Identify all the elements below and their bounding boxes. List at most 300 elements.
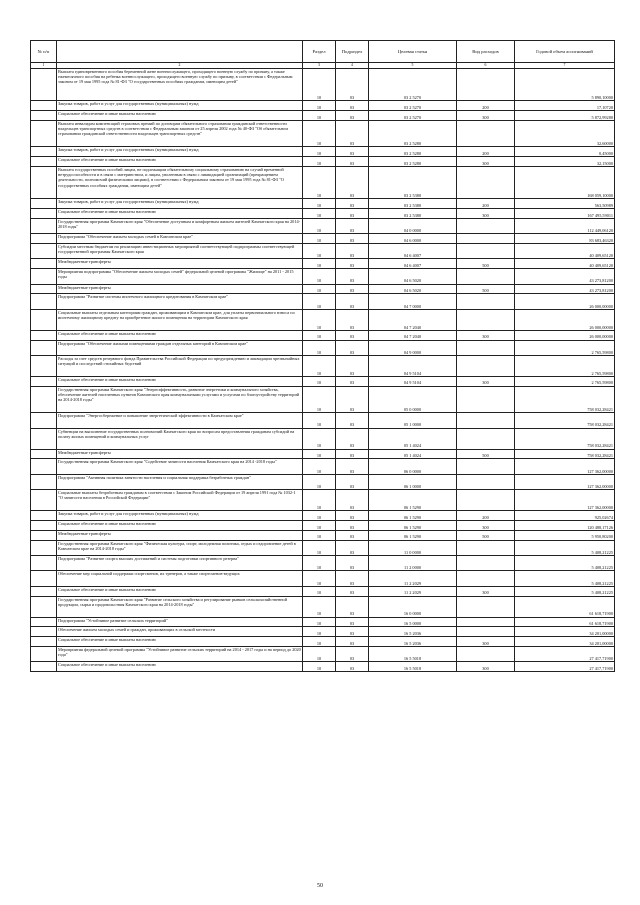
- row-amount-cell: 43 273,81200: [515, 284, 615, 294]
- row-name-cell: Обеспечение жильем молодых семей и граждан, проживающих в сельской местности: [57, 627, 303, 637]
- row-amount-cell: 26 000,00000: [515, 309, 615, 330]
- row-name-cell: Социальное обеспечение и иные выплаты населению: [57, 662, 303, 672]
- row-number-cell: [31, 120, 57, 147]
- row-name-cell: Государственная программа Камчатского края "Обеспечение доступным и комфортным жильем жителей Камчатского края на 2014-2018 годы": [57, 218, 303, 233]
- row-section-cell: 10: [303, 428, 336, 449]
- row-section-cell: 10: [303, 647, 336, 662]
- row-section-cell: 10: [303, 556, 336, 571]
- column-number: 7: [515, 63, 615, 69]
- row-target-cell: 03 2 5380: [369, 166, 457, 198]
- row-subsection-cell: 03: [336, 428, 369, 449]
- budget-table: [30, 40, 615, 672]
- row-name-cell: Социальные выплаты отдельным категориям граждан, проживающим в Камчатском крае, для уплаты первоначального взноса по ипотечному жилищному кредиту на приобретение жилого помещения на территории Камчатского края: [57, 309, 303, 330]
- row-target-cell: 16 0 0000: [369, 596, 457, 617]
- row-subsection-cell: 03: [336, 101, 369, 111]
- table-row: [31, 459, 615, 474]
- row-type-cell: 300: [457, 521, 515, 531]
- row-target-cell: 06 1 5290: [369, 490, 457, 511]
- row-subsection-cell: 03: [336, 474, 369, 489]
- row-type-cell: 200: [457, 511, 515, 521]
- column-number: 6: [457, 63, 515, 69]
- row-subsection-cell: 03: [336, 166, 369, 198]
- row-amount-cell: 127 362,00000: [515, 474, 615, 489]
- table-row: [31, 110, 615, 120]
- row-number-cell: [31, 413, 57, 428]
- table-row: [31, 596, 615, 617]
- row-number-cell: [31, 459, 57, 474]
- row-number-cell: [31, 647, 57, 662]
- row-subsection-cell: 03: [336, 355, 369, 376]
- row-type-cell: 300: [457, 637, 515, 647]
- row-target-cell: 16 5 0000: [369, 617, 457, 627]
- row-subsection-cell: 03: [336, 596, 369, 617]
- row-section-cell: 10: [303, 459, 336, 474]
- row-number-cell: [31, 386, 57, 413]
- row-section-cell: 10: [303, 199, 336, 209]
- row-amount-cell: 2 765,59800: [515, 376, 615, 386]
- row-amount-cell: 34 201,00000: [515, 637, 615, 647]
- row-name-cell: Государственная программа Камчатского края "Энергоэффективность, развитие энергетики и коммунального хозяйства, обеспечение жителей населенных пунктов Камчатского края коммунальными услугами и услугами по благоустройству территорий на 2014-2018 годы": [57, 386, 303, 413]
- row-amount-cell: 563,50989: [515, 199, 615, 209]
- row-subsection-cell: 03: [336, 294, 369, 309]
- row-subsection-cell: 03: [336, 662, 369, 672]
- row-type-cell: [457, 243, 515, 258]
- row-subsection-cell: 03: [336, 540, 369, 555]
- row-number-cell: [31, 627, 57, 637]
- row-target-cell: 11 2 0000: [369, 556, 457, 571]
- row-amount-cell: 32,60000: [515, 120, 615, 147]
- row-name-cell: Социальное обеспечение и иные выплаты населению: [57, 586, 303, 596]
- table-row: [31, 208, 615, 218]
- row-type-cell: [457, 386, 515, 413]
- table-row: [31, 428, 615, 449]
- row-section-cell: 10: [303, 166, 336, 198]
- table-row: [31, 157, 615, 167]
- table-row: [31, 243, 615, 258]
- row-target-cell: 04 9 5104: [369, 376, 457, 386]
- row-target-cell: 06 1 5290: [369, 530, 457, 540]
- row-section-cell: 10: [303, 530, 336, 540]
- row-amount-cell: 61 618,71900: [515, 596, 615, 617]
- column-number: 2: [57, 63, 303, 69]
- row-target-cell: 11 2 2029: [369, 586, 457, 596]
- row-name-cell: Закупка товаров, работ и услуг для государственных (муниципальных) нужд: [57, 511, 303, 521]
- row-name-cell: Межбюджетные трансферты: [57, 284, 303, 294]
- row-type-cell: [457, 166, 515, 198]
- row-target-cell: 05 0 0000: [369, 386, 457, 413]
- row-target-cell: 05 1 0000: [369, 413, 457, 428]
- row-amount-cell: 27 417,71900: [515, 647, 615, 662]
- row-target-cell: 03 2 5270: [369, 110, 457, 120]
- table-row: [31, 474, 615, 489]
- row-subsection-cell: 03: [336, 490, 369, 511]
- table-row: [31, 284, 615, 294]
- row-section-cell: 10: [303, 340, 336, 355]
- row-type-cell: [457, 309, 515, 330]
- row-subsection-cell: 03: [336, 157, 369, 167]
- row-type-cell: [457, 556, 515, 571]
- table-row: [31, 530, 615, 540]
- row-subsection-cell: 03: [336, 218, 369, 233]
- row-type-cell: [457, 617, 515, 627]
- row-type-cell: [457, 340, 515, 355]
- row-section-cell: 10: [303, 413, 336, 428]
- row-target-cell: 04 6 4007: [369, 259, 457, 269]
- row-type-cell: 200: [457, 199, 515, 209]
- row-name-cell: Социальное обеспечение и иные выплаты населению: [57, 157, 303, 167]
- row-name-cell: Подпрограмма "Развитие системы ипотечного жилищного кредитования в Камчатском крае": [57, 294, 303, 309]
- row-target-cell: 06 1 5290: [369, 521, 457, 531]
- row-target-cell: 04 0 0000: [369, 218, 457, 233]
- row-subsection-cell: 03: [336, 449, 369, 459]
- row-subsection-cell: 03: [336, 586, 369, 596]
- row-number-cell: [31, 208, 57, 218]
- row-amount-cell: 120 488,17126: [515, 521, 615, 531]
- row-amount-cell: 758 032,28421: [515, 386, 615, 413]
- row-type-cell: [457, 647, 515, 662]
- row-number-cell: [31, 540, 57, 555]
- row-subsection-cell: 03: [336, 69, 369, 101]
- row-target-cell: 03 2 5380: [369, 208, 457, 218]
- row-target-cell: 16 5 5018: [369, 647, 457, 662]
- row-number-cell: [31, 157, 57, 167]
- row-name-cell: Социальное обеспечение и иные выплаты населению: [57, 110, 303, 120]
- row-type-cell: [457, 627, 515, 637]
- row-amount-cell: 127 362,00000: [515, 459, 615, 474]
- row-amount-cell: 83 683,46320: [515, 234, 615, 244]
- row-target-cell: 03 2 5270: [369, 101, 457, 111]
- row-name-cell: Обеспечение мер социальной поддержки спортсменов, их тренеров, а также спортсменов-ведущих: [57, 571, 303, 586]
- row-section-cell: 10: [303, 474, 336, 489]
- column-number: 3: [303, 63, 336, 69]
- row-type-cell: 500: [457, 284, 515, 294]
- row-name-cell: Выплата единовременного пособия беременной жене военнослужащего, проходящего военную службу по призыву, а также ежемесячного пособия на ребенка военнослужащего, проходящего военную службу по призыву, в соответствии с Федеральным законом от 19 мая 1995 года № 81-ФЗ "О государственных пособиях гражданам, имеющим детей": [57, 69, 303, 101]
- row-type-cell: [457, 540, 515, 555]
- row-target-cell: 11 0 0000: [369, 540, 457, 555]
- row-target-cell: 06 0 0000: [369, 459, 457, 474]
- header-row: [31, 41, 615, 63]
- col-header-section: Раздел: [303, 41, 336, 63]
- table-body: [31, 69, 615, 672]
- col-header-target: Целевая статья: [369, 41, 457, 63]
- row-subsection-cell: 03: [336, 243, 369, 258]
- row-section-cell: 10: [303, 521, 336, 531]
- row-section-cell: 10: [303, 243, 336, 258]
- table-row: [31, 218, 615, 233]
- row-target-cell: 04 7 0000: [369, 294, 457, 309]
- row-number-cell: [31, 69, 57, 101]
- row-amount-cell: 27 417,71900: [515, 662, 615, 672]
- row-number-cell: [31, 637, 57, 647]
- table-row: [31, 647, 615, 662]
- row-name-cell: Подпрограмма "Развитие спорта высших достижений и системы подготовки спортивного резерва": [57, 556, 303, 571]
- page-number: 50: [317, 883, 323, 889]
- table-row: [31, 147, 615, 157]
- row-amount-cell: 5 408,21225: [515, 571, 615, 586]
- row-number-cell: [31, 218, 57, 233]
- row-name-cell: Субвенции на выполнение государственных полномочий Камчатского края по вопросам предоставления гражданам субсидий на оплату жилых помещений и коммунальных услуг: [57, 428, 303, 449]
- row-type-cell: 300: [457, 157, 515, 167]
- row-name-cell: Закупка товаров, работ и услуг для государственных (муниципальных) нужд: [57, 147, 303, 157]
- row-subsection-cell: 03: [336, 521, 369, 531]
- row-type-cell: [457, 234, 515, 244]
- row-section-cell: 10: [303, 69, 336, 101]
- row-number-cell: [31, 340, 57, 355]
- row-type-cell: [457, 428, 515, 449]
- row-target-cell: 04 7 2040: [369, 309, 457, 330]
- row-name-cell: Мероприятия федеральной целевой программы "Устойчивое развитие сельских территорий на 2014 - 2017 годы и на период до 2020 года": [57, 647, 303, 662]
- row-subsection-cell: 03: [336, 571, 369, 586]
- row-number-cell: [31, 490, 57, 511]
- row-amount-cell: 40 409,65120: [515, 259, 615, 269]
- row-name-cell: Подпрограмма "Устойчивое развитие сельских территорий": [57, 617, 303, 627]
- row-name-cell: Подпрограмма "Обеспечение жильем молодых семей в Камчатском крае": [57, 234, 303, 244]
- row-subsection-cell: 03: [336, 309, 369, 330]
- row-subsection-cell: 03: [336, 120, 369, 147]
- row-type-cell: 300: [457, 208, 515, 218]
- row-name-cell: Подпрограмма "Обеспечение жилыми помещениями граждан отдельных категорий в Камчатском крае": [57, 340, 303, 355]
- row-type-cell: [457, 490, 515, 511]
- row-amount-cell: 925,02674: [515, 511, 615, 521]
- table-row: [31, 376, 615, 386]
- row-name-cell: Государственная программа Камчатского края "Физическая культура, спорт, молодежная политика, отдых и оздоровление детей в Камчатском крае на 2014-2018 годы": [57, 540, 303, 555]
- budget-table-sheet: [30, 40, 614, 672]
- row-target-cell: 03 2 5280: [369, 147, 457, 157]
- col-header-name: [57, 41, 303, 63]
- row-number-cell: [31, 110, 57, 120]
- row-section-cell: 10: [303, 330, 336, 340]
- row-name-cell: Социальное обеспечение и иные выплаты населению: [57, 208, 303, 218]
- row-name-cell: Выплата инвалидам компенсаций страховых премий по договорам обязательного страхования гражданской ответственности владельцев транспортных средств в соответствии с Федеральным законом от 25 апреля 2002 года № 40-ФЗ "Об обязательном страховании гражданской ответственности владельцев транспортных средств": [57, 120, 303, 147]
- row-name-cell: Закупка товаров, работ и услуг для государственных (муниципальных) нужд: [57, 101, 303, 111]
- row-type-cell: 500: [457, 530, 515, 540]
- row-section-cell: 10: [303, 627, 336, 637]
- row-type-cell: [457, 413, 515, 428]
- row-subsection-cell: 03: [336, 647, 369, 662]
- table-row: [31, 556, 615, 571]
- table-row: [31, 330, 615, 340]
- row-number-cell: [31, 428, 57, 449]
- row-section-cell: 10: [303, 449, 336, 459]
- row-subsection-cell: 03: [336, 627, 369, 637]
- row-number-cell: [31, 556, 57, 571]
- row-number-cell: [31, 511, 57, 521]
- row-name-cell: Выплата государственных пособий лицам, не подлежащим обязательному социальному страхованию на случай временной нетрудоспособности и в связи с материнством, и лицам, уволенным в связи с ликвидацией организаций (прекращением деятельности, полномочий физическими лицами), в соответствии с Федеральным законом от 19 мая 1995 года № 81-ФЗ "О государственных пособиях гражданам, имеющим детей": [57, 166, 303, 198]
- row-number-cell: [31, 199, 57, 209]
- row-type-cell: [457, 294, 515, 309]
- row-amount-cell: 5 408,21225: [515, 586, 615, 596]
- column-number: 1: [31, 63, 57, 69]
- table-row: [31, 521, 615, 531]
- row-type-cell: 300: [457, 376, 515, 386]
- row-type-cell: 300: [457, 330, 515, 340]
- row-amount-cell: 5 408,21225: [515, 556, 615, 571]
- row-target-cell: 06 1 0000: [369, 474, 457, 489]
- row-section-cell: 10: [303, 269, 336, 284]
- row-number-cell: [31, 147, 57, 157]
- row-subsection-cell: 03: [336, 199, 369, 209]
- row-type-cell: [457, 269, 515, 284]
- row-amount-cell: 127 362,00000: [515, 490, 615, 511]
- row-section-cell: 10: [303, 234, 336, 244]
- row-target-cell: 04 9 5104: [369, 355, 457, 376]
- row-amount-cell: 5 950,80200: [515, 530, 615, 540]
- row-subsection-cell: 03: [336, 530, 369, 540]
- col-header-subsection: Подраздел: [336, 41, 369, 63]
- row-section-cell: 10: [303, 571, 336, 586]
- row-type-cell: 500: [457, 259, 515, 269]
- row-type-cell: [457, 120, 515, 147]
- row-subsection-cell: 03: [336, 637, 369, 647]
- row-subsection-cell: 03: [336, 617, 369, 627]
- table-row: [31, 199, 615, 209]
- row-number-cell: [31, 376, 57, 386]
- row-name-cell: Межбюджетные трансферты: [57, 449, 303, 459]
- row-subsection-cell: 03: [336, 259, 369, 269]
- table-row: [31, 120, 615, 147]
- row-subsection-cell: 03: [336, 330, 369, 340]
- table-row: [31, 386, 615, 413]
- row-amount-cell: 26 000,00000: [515, 330, 615, 340]
- row-name-cell: Государственная программа Камчатского края "Содействие занятости населения Камчатского края на 2014 -2018 годы": [57, 459, 303, 474]
- row-section-cell: 10: [303, 284, 336, 294]
- row-number-cell: [31, 166, 57, 198]
- row-section-cell: 10: [303, 259, 336, 269]
- row-amount-cell: 5 872,99280: [515, 110, 615, 120]
- row-amount-cell: 43 273,81200: [515, 269, 615, 284]
- row-name-cell: Расходы за счет средств резервного фонда Правительства Российской Федерации по предупреждению и ликвидации чрезвычайных ситуаций и последствий стихийных бедствий: [57, 355, 303, 376]
- row-amount-cell: 758 032,28421: [515, 428, 615, 449]
- row-number-cell: [31, 259, 57, 269]
- table-row: [31, 662, 615, 672]
- row-type-cell: [457, 571, 515, 586]
- row-target-cell: 04 6 4007: [369, 243, 457, 258]
- table-row: [31, 627, 615, 637]
- row-section-cell: 10: [303, 596, 336, 617]
- row-number-cell: [31, 269, 57, 284]
- row-type-cell: 500: [457, 449, 515, 459]
- row-subsection-cell: 03: [336, 234, 369, 244]
- row-number-cell: [31, 474, 57, 489]
- row-number-cell: [31, 617, 57, 627]
- row-section-cell: 10: [303, 355, 336, 376]
- col-header-type: Вид расходов: [457, 41, 515, 63]
- table-row: [31, 269, 615, 284]
- row-target-cell: 05 1 4024: [369, 449, 457, 459]
- row-section-cell: 10: [303, 637, 336, 647]
- row-amount-cell: 17,10720: [515, 101, 615, 111]
- row-target-cell: 03 2 5270: [369, 69, 457, 101]
- row-subsection-cell: 03: [336, 459, 369, 474]
- row-section-cell: 10: [303, 386, 336, 413]
- row-target-cell: 05 1 4024: [369, 428, 457, 449]
- row-number-cell: [31, 596, 57, 617]
- row-section-cell: 10: [303, 617, 336, 627]
- row-amount-cell: 26 000,00000: [515, 294, 615, 309]
- row-section-cell: 10: [303, 376, 336, 386]
- row-subsection-cell: 03: [336, 147, 369, 157]
- row-amount-cell: 112 449,06120: [515, 218, 615, 233]
- row-number-cell: [31, 662, 57, 672]
- row-section-cell: 10: [303, 147, 336, 157]
- row-section-cell: 10: [303, 540, 336, 555]
- row-number-cell: [31, 243, 57, 258]
- row-type-cell: 300: [457, 110, 515, 120]
- row-amount-cell: 32,15000: [515, 157, 615, 167]
- row-subsection-cell: 03: [336, 269, 369, 284]
- row-section-cell: 10: [303, 120, 336, 147]
- row-type-cell: 300: [457, 662, 515, 672]
- table-row: [31, 511, 615, 521]
- row-section-cell: 10: [303, 586, 336, 596]
- row-type-cell: 200: [457, 147, 515, 157]
- row-name-cell: Государственная программа Камчатского края "Развитие сельского хозяйства и регулирование рынков сельскохозяйственной продукции, сырья и продовольствия Камчатского края на 2014-2018 годы": [57, 596, 303, 617]
- row-name-cell: Подпрограмма "Энергосбережение и повышение энергетической эффективности в Камчатском крае": [57, 413, 303, 428]
- row-target-cell: 16 5 2036: [369, 637, 457, 647]
- row-type-cell: [457, 69, 515, 101]
- row-number-cell: [31, 521, 57, 531]
- table-row: [31, 309, 615, 330]
- row-subsection-cell: 03: [336, 511, 369, 521]
- row-type-cell: [457, 596, 515, 617]
- row-subsection-cell: 03: [336, 376, 369, 386]
- row-type-cell: [457, 459, 515, 474]
- row-number-cell: [31, 330, 57, 340]
- row-number-cell: [31, 234, 57, 244]
- row-target-cell: 04 9 0000: [369, 340, 457, 355]
- table-row: [31, 101, 615, 111]
- row-type-cell: 300: [457, 586, 515, 596]
- row-subsection-cell: 03: [336, 556, 369, 571]
- row-amount-cell: 168 059,10000: [515, 166, 615, 198]
- row-target-cell: 03 2 5280: [369, 157, 457, 167]
- row-type-cell: [457, 218, 515, 233]
- row-number-cell: [31, 449, 57, 459]
- row-name-cell: Социальное обеспечение и иные выплаты населению: [57, 330, 303, 340]
- row-name-cell: Межбюджетные трансферты: [57, 530, 303, 540]
- row-name-cell: Социальные выплаты безработным гражданам в соответствии с Законом Российской Федерации от 19 апреля 1991 года № 1032-1 "О занятости населения в Российской Федерации": [57, 490, 303, 511]
- row-number-cell: [31, 355, 57, 376]
- row-amount-cell: 5 890,10000: [515, 69, 615, 101]
- row-target-cell: 03 2 5380: [369, 199, 457, 209]
- row-section-cell: 10: [303, 490, 336, 511]
- row-number-cell: [31, 530, 57, 540]
- row-amount-cell: 758 032,28421: [515, 449, 615, 459]
- table-row: [31, 637, 615, 647]
- row-subsection-cell: 03: [336, 110, 369, 120]
- row-section-cell: 10: [303, 208, 336, 218]
- row-number-cell: [31, 309, 57, 330]
- table-row: [31, 571, 615, 586]
- column-number: 5: [369, 63, 457, 69]
- row-target-cell: 06 1 5290: [369, 511, 457, 521]
- row-number-cell: [31, 101, 57, 111]
- row-target-cell: 16 5 5018: [369, 662, 457, 672]
- row-amount-cell: 40 409,65120: [515, 243, 615, 258]
- col-header-num: № п/п: [31, 41, 57, 63]
- row-section-cell: 10: [303, 309, 336, 330]
- table-row: [31, 340, 615, 355]
- row-amount-cell: 2 765,59800: [515, 355, 615, 376]
- row-amount-cell: 0,45000: [515, 147, 615, 157]
- row-section-cell: 10: [303, 218, 336, 233]
- row-section-cell: 10: [303, 101, 336, 111]
- row-name-cell: Подпрограмма "Активная политика занятости населения и социальная поддержка безработных граждан": [57, 474, 303, 489]
- row-target-cell: 04 6 0000: [369, 234, 457, 244]
- row-number-cell: [31, 284, 57, 294]
- table-row: [31, 166, 615, 198]
- row-amount-cell: 758 032,28421: [515, 413, 615, 428]
